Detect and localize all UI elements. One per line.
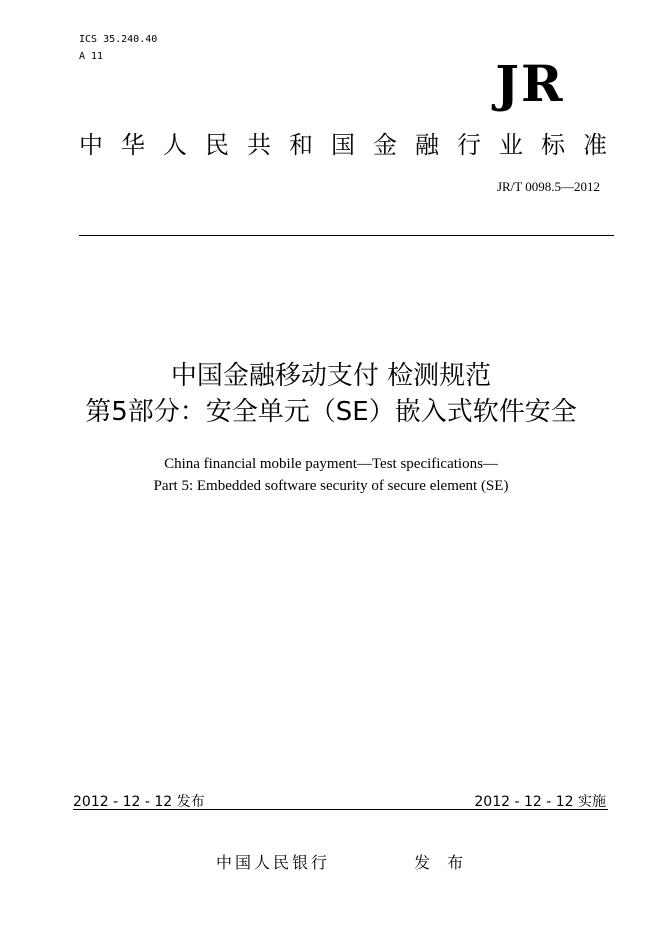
ccs-code: A 11 (79, 51, 104, 62)
english-title-line2: Part 5: Embedded software security of secure element (SE) (153, 478, 509, 494)
jr-logo: JR (495, 54, 565, 113)
document-title-line1: 中国金融移动支付 检测规范 (170, 361, 492, 391)
header-divider (79, 235, 614, 236)
standard-number: JR/T 0098.5—2012 (496, 179, 600, 194)
footer-divider (73, 809, 608, 810)
ics-code: ICS 35.240.40 (79, 34, 158, 45)
publisher-name: 中国人民银行 (216, 853, 331, 872)
implementation-date: 2012 - 12 - 12 实施 (474, 794, 606, 810)
issue-date: 2012 - 12 - 12 发布 (73, 794, 205, 810)
document-title-line2: 第5部分：安全单元（SE）嵌入式软件安全 (85, 397, 577, 427)
publish-label: 发 布 (414, 853, 470, 872)
english-title-line1: China financial mobile payment—Test specifications— (164, 456, 498, 472)
standard-type-title: 中华人民共和国金融行业标准 (79, 131, 625, 159)
